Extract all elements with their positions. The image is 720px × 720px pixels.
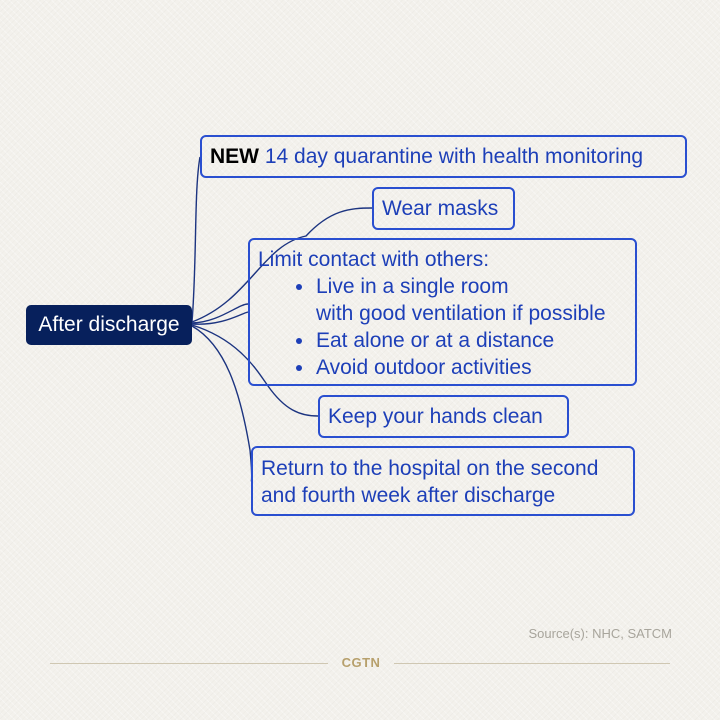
connector-return	[192, 326, 252, 482]
node-return-hospital	[251, 446, 635, 516]
source-credit: Source(s): NHC, SATCM	[528, 626, 672, 641]
node-clean-hands: Keep your hands clean	[318, 395, 569, 438]
node-new-quarantine	[200, 135, 687, 178]
new-quarantine-text: 14 day quarantine with health monitoring	[264, 145, 644, 168]
new-highlight: NEW	[210, 145, 259, 168]
footer-divider-left	[50, 663, 328, 664]
return-line: Return to the hospital on the second	[261, 457, 599, 480]
root-node-after-discharge: After discharge	[26, 305, 192, 345]
list-item-line: Eat alone or at a distance	[316, 329, 555, 352]
return-line: and fourth week after discharge	[261, 484, 556, 507]
footer-divider-right	[394, 663, 670, 664]
brand-logo: CGTN	[341, 655, 381, 670]
connector-new	[192, 157, 200, 322]
list-item	[290, 327, 635, 354]
node-limit-contact	[248, 238, 637, 386]
limit-contact-list	[258, 273, 635, 381]
list-item-line: Live in a single room	[316, 275, 509, 298]
list-item-line: with good ventilation if possible	[316, 302, 606, 325]
list-item-line: Avoid outdoor activities	[316, 356, 532, 379]
list-item	[290, 354, 635, 381]
node-wear-masks: Wear masks	[372, 187, 515, 230]
limit-contact-heading: Limit contact with others:	[258, 248, 490, 271]
list-item	[290, 273, 635, 327]
